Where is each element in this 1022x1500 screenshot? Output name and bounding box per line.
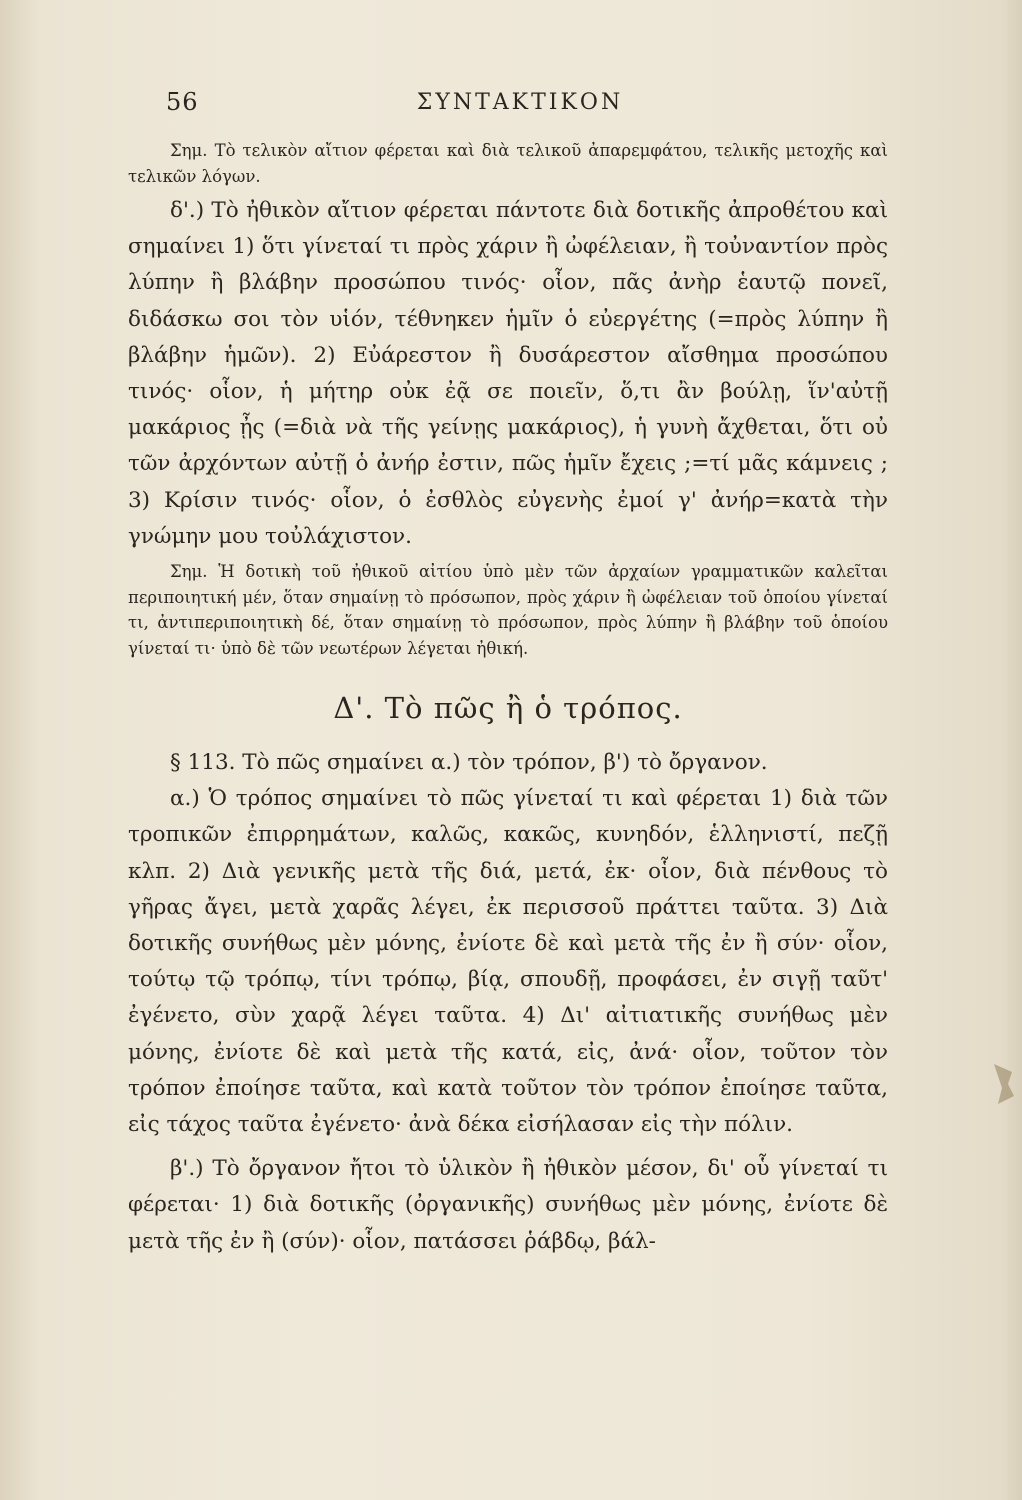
paragraph-ethical-cause: δ'.) Τὸ ἠθικὸν αἴτιον φέρεται πάντοτε διὰ δοτικῆς ἀπροθέτου καὶ σημαίνει 1) ὅτι γίνεταί τι πρὸς χάριν ἢ ὠφέλειαν, ἢ τοὐναντίον πρὸς λύπην ἢ βλάβην προσώπου τινός· οἷον, πᾶς ἀνὴρ ἑαυτῷ πονεῖ, διδάσκω σοι τὸν υἱόν, τέθνηκεν ἡμῖν ὁ εὐεργέτης (=πρὸς λύπην ἢ βλάβην ἡμῶν). 2) Εὐάρεστον ἢ δυσάρεστον αἴσθημα προσώπου τινός· οἷον, ἡ μήτηρ οὐκ ἐᾷ σε ποιεῖν, ὅ,τι ἂν βούλῃ, ἵν'αὐτῇ μακάριος ᾖς (=διὰ νὰ τῆς γείνῃς μακάριος), ἡ γυνὴ ἄχθεται, ὅτι οὐ τῶν ἀρχόντων αὐτῇ ὁ ἀνήρ ἐστιν, πῶς ἡμῖν ἔχεις ;=τί μᾶς κάμνεις ; 3) Κρίσιν τινός· οἷον, ὁ ἐσθλὸς εὐγενὴς ἐμοί γ' ἀνήρ=κατὰ τὴν γνώμην μου τοὐλάχιστον. bbox=[128, 198, 888, 549]
running-title: ΣΥΝΤΑΚΤΙΚΟΝ bbox=[416, 90, 624, 115]
note-final-cause: Σημ. Τὸ τελικὸν αἴτιον φέρεται καὶ διὰ τελικοῦ ἀπαρεμφάτου, τελικῆς μετοχῆς καὶ τελικῶν λόγων. bbox=[128, 141, 888, 186]
page-number: 56 bbox=[166, 88, 199, 116]
page-body bbox=[128, 138, 888, 1260]
section-title: Δ'. Τὸ πῶς ἢ ὁ τρόπος. bbox=[333, 691, 683, 726]
note-dative-ethical: Σημ. Ἡ δοτικὴ τοῦ ἠθικοῦ αἰτίου ὑπὸ μὲν τῶν ἀρχαίων γραμματικῶν καλεῖται περιποιητική μέν, ὅταν σημαίνῃ τὸ πρόσωπον, πρὸς χάριν ἢ ὠφέλειαν τοῦ ὁποίου γίνεταί τι, ἀντιπεριποιητικὴ δέ, ὅταν σημαίνῃ τὸ πρόσωπον, πρὸς λύπην ἢ βλάβην τοῦ ὁποίου γίνεταί τι· ὑπὸ δὲ τῶν νεωτέρων λέγεται ἠθική. bbox=[128, 562, 888, 658]
paragraph-instrument: β'.) Τὸ ὄργανον ἤτοι τὸ ὑλικὸν ἢ ἠθικὸν μέσον, δι' οὗ γίνεταί τι φέρεται· 1) διὰ δοτικῆς (ὀργανικῆς) συνήθως μὲν μόνης, ἐνίοτε δὲ μετὰ τῆς ἐν ἢ (σύν)· οἷον, πατάσσει ῥάβδῳ, βάλ- bbox=[128, 1156, 888, 1254]
margin-bookmark-mark bbox=[990, 1062, 1018, 1106]
page-header bbox=[160, 88, 880, 122]
paragraph-113: § 113. Τὸ πῶς σημαίνει α.) τὸν τρόπον, β') τὸ ὄργανον. bbox=[170, 750, 768, 776]
paragraph-manner: α.) Ὁ τρόπος σημαίνει τὸ πῶς γίνεταί τι καὶ φέρεται 1) διὰ τῶν τροπικῶν ἐπιρρημάτων, καλῶς, κακῶς, κυνηδόν, ἑλληνιστί, πεζῇ κλπ. 2) Διὰ γενικῆς μετὰ τῆς διά, μετά, ἐκ· οἷον, διὰ πένθους τὸ γῆρας ἄγει, μετὰ χαρᾶς λέγει, ἐκ περισσοῦ πράττει ταῦτα. 3) Διὰ δοτικῆς συνήθως μὲν μόνης, ἐνίοτε δὲ καὶ μετὰ τῆς ἐν ἢ σύν· οἷον, τούτῳ τῷ τρόπῳ, τίνι τρόπῳ, βίᾳ, σπουδῇ, προφάσει, ἐν σιγῇ ταῦτ' ἐγένετο, σὺν χαρᾷ λέγει ταῦτα. 4) Δι' αἰτιατικῆς συνήθως μὲν μόνης, ἐνίοτε δὲ καὶ μετὰ τῆς κατά, εἰς, ἀνά· οἷον, τοῦτον τὸν τρόπον ἐποίησε ταῦτα, καὶ κατὰ τοῦτον τὸν τρόπον ἐποίησε ταῦτα, εἰς τάχος ταῦτα ἐγένετο· ἀνὰ δέκα εἰσήλασαν εἰς τὴν πόλιν. bbox=[128, 786, 888, 1138]
